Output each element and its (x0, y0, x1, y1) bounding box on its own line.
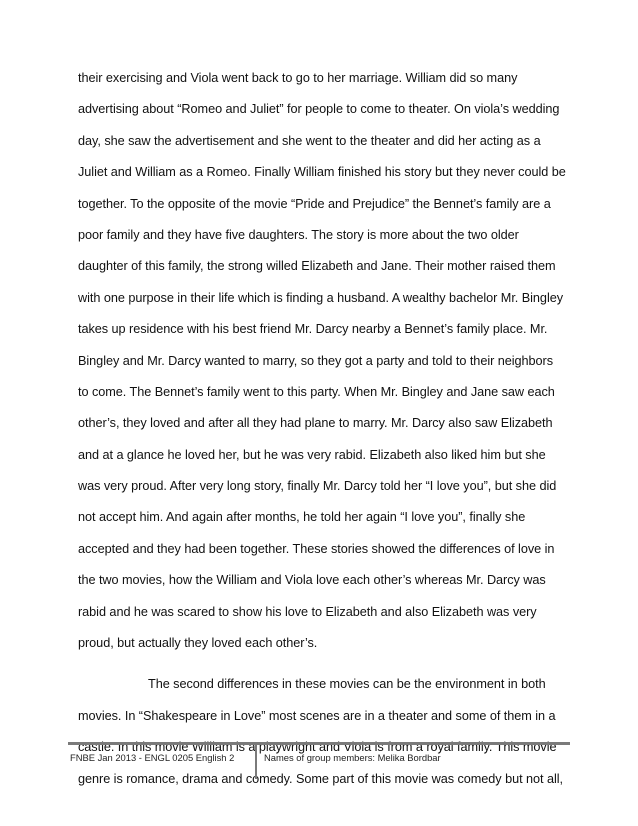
text-line: to come. The Bennet’s family went to this party. When Mr. Bingley and Jane saw each (78, 384, 555, 399)
text-line: was very proud. After very long story, finally Mr. Darcy told her “I love you”, but she did (78, 479, 557, 494)
text-line: castle. In this movie William is a playwright and Viola is from a royal family. This movie (78, 740, 557, 755)
text-line: movies. In “Shakespeare in Love” most scenes are in a theater and some of them in a (78, 708, 556, 723)
text-line: genre is romance, drama and comedy. Some part of this movie was comedy but not all, (78, 771, 564, 786)
text-line: rabid and he was scared to show his love to Elizabeth and also Elizabeth was very (78, 604, 537, 619)
body-text (78, 63, 578, 795)
text-line: daughter of this family, the strong willed Elizabeth and Jane. Their mother raised them (78, 259, 556, 274)
page-footer (68, 742, 570, 782)
footer-rule (68, 742, 570, 745)
footer-group-members: Names of group members: Melika Bordbar (264, 752, 441, 763)
text-line: Juliet and William as a Romeo. Finally William finished his story but they never could be (78, 165, 566, 180)
text-line: the two movies, how the William and Viola love each other’s whereas Mr. Darcy was (78, 573, 546, 588)
text-line: together. To the opposite of the movie “Pride and Prejudice” the Bennet’s family are a (78, 196, 551, 211)
text-line: accepted and they had been together. These stories showed the differences of love in (78, 541, 555, 556)
text-line: day, she saw the advertisement and she went to the theater and did her acting as a (78, 133, 541, 148)
text-line: Bingley and Mr. Darcy wanted to marry, so they got a party and told to their neighbors (78, 353, 554, 368)
text-line: advertising about “Romeo and Juliet” for people to come to theater. On viola’s wedding (78, 102, 560, 117)
text-line: not accept him. And again after months, he told her again “I love you”, finally she (78, 510, 526, 525)
text-line: The second differences in these movies can be the environment in both (148, 677, 546, 692)
paragraph-1 (78, 63, 578, 659)
paragraph-spacer (78, 659, 578, 669)
text-line: their exercising and Viola went back to go to her marriage. William did so many (78, 71, 518, 85)
footer-divider (255, 745, 257, 779)
text-line: and at a glance he loved her, but he was very rabid. Elizabeth also liked him but she (78, 447, 546, 462)
text-line: poor family and they have five daughters. The story is more about the two older (78, 227, 519, 242)
text-line: other’s, they loved and after all they had plane to marry. Mr. Darcy also saw Elizabeth (78, 416, 553, 431)
text-line: proud, but actually they loved each other’s. (78, 636, 318, 651)
text-line: with one purpose in their life which is finding a husband. A wealthy bachelor Mr. Bingley (78, 290, 564, 305)
text-line: takes up residence with his best friend Mr. Darcy nearby a Bennet’s family place. Mr. (78, 322, 548, 337)
footer-course-label: FNBE Jan 2013 - ENGL 0205 English 2 (70, 752, 235, 763)
